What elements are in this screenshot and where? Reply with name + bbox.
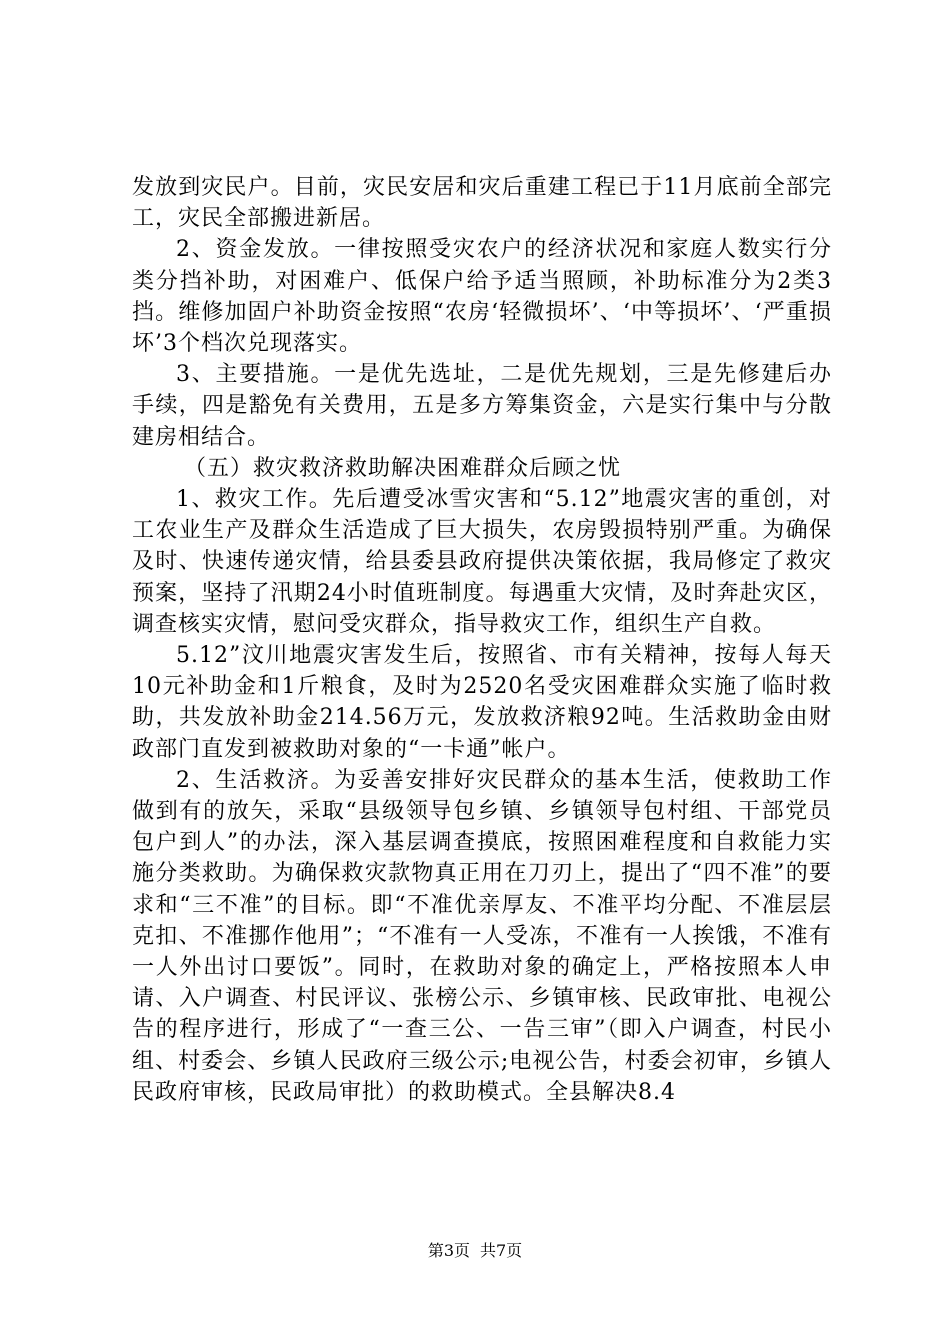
paragraph-continuation: 发放到灾民户。目前，灾民安居和灾后重建工程已于11月底前全部完工，灾民全部搬进新居。: [132, 175, 832, 232]
paragraph-fund-distribution: 2、资金发放。一律按照受灾农户的经济状况和家庭人数实行分类分挡补助，对困难户、低保户给予适当照顾，补助标准分为2类3挡。维修加固户补助资金按照“农房‘轻微损坏’、‘中等损坏’、‘严重损坏’3个档次兑现落实。: [132, 237, 832, 357]
paragraph-living-relief: 2、生活救济。为妥善安排好灾民群众的基本生活，使救助工作做到有的放矢，采取“县级领导包乡镇、乡镇领导包村组、干部党员包户到人”的办法，深入基层调查摸底，按照困难程度和自救能力实施分类救助。为确保救灾款物真正用在刀刃上，提出了“四不准”的要求和“三不准”的目标。即“不准优亲厚友、不准平均分配、不准层层克扣、不准挪作他用”；“不准有一人受冻，不准有一人挨饿，不准有一人外出讨口要饭”。同时，在救助对象的确定上，严格按照本人申请、入户调查、村民评议、张榜公示、乡镇审核、民政审批、电视公告的程序进行，形成了“一查三公、一告三审”（即入户调查，村民小组、村委会、乡镇人民政府三级公示;电视公告，村委会初审，乡镇人民政府审核，民政局审批）的救助模式。全县解决8.4: [132, 767, 832, 1105]
page-footer: [0, 1241, 950, 1261]
page-total: 共7页: [480, 1241, 523, 1260]
section-heading: （五）救灾救济救助解决困难群众后顾之忧: [184, 455, 622, 481]
paragraph-main-measures: 3、主要措施。一是优先选址，二是优先规划，三是先修建后办手续，四是豁免有关费用，五是多方筹集资金，六是实行集中与分散建房相结合。: [132, 362, 832, 450]
paragraph-earthquake-relief: 5.12”汶川地震灾害发生后，按照省、市有关精神，按每人每天10元补助金和1斤粮食，及时为2520名受灾困难群众实施了临时救助，共发放补助金214.56万元，发放救济粮92吨。生活救助金由财政部门直发到被救助对象的“一卡通”帐户。: [132, 643, 832, 762]
page-number: 第3页: [427, 1241, 470, 1260]
document-body: [132, 172, 832, 1108]
paragraph-disaster-relief-work: 1、救灾工作。先后遭受冰雪灾害和“5.12”地震灾害的重创，对工农业生产及群众生活造成了巨大损失，农房毁损特别严重。为确保及时、快速传递灾情，给县委县政府提供决策依据，我局修定了救灾预案，坚持了汛期24小时值班制度。每遇重大灾情，及时奔赴灾区，调查核实灾情，慰问受灾群众，指导救灾工作，组织生产自救。: [132, 487, 832, 637]
